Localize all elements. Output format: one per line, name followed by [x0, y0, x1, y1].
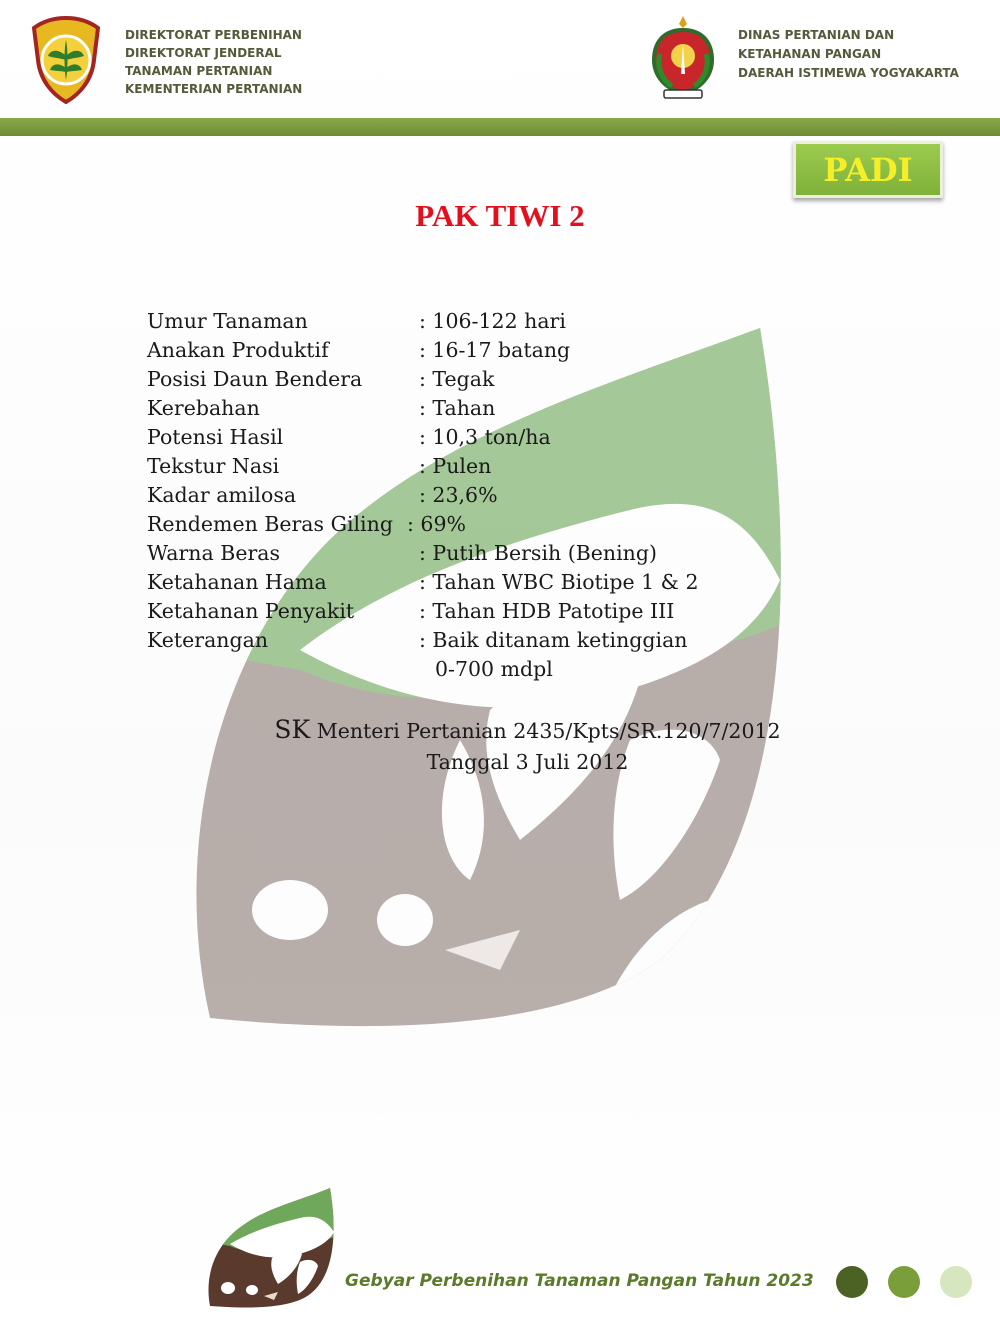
- spec-label: Kerebahan: [147, 396, 260, 420]
- decorative-dot-dark: [836, 1266, 868, 1298]
- spec-value: : 69%: [407, 512, 466, 536]
- spec-label: Kadar amilosa: [147, 483, 297, 507]
- footer-event-title: Gebyar Perbenihan Tanaman Pangan Tahun 2023: [345, 1271, 814, 1291]
- spec-value: : Baik ditanam ketinggian: [419, 628, 688, 652]
- page-title: PAK TIWI 2: [415, 198, 585, 233]
- spec-value: : Tegak: [419, 367, 495, 391]
- spec-value: : 106-122 hari: [419, 309, 566, 333]
- decree-number: Menteri Pertanian 2435/Kpts/SR.120/7/2012: [310, 719, 781, 743]
- spec-value: : Tahan WBC Biotipe 1 & 2: [419, 570, 699, 594]
- left-org-line: KEMENTERIAN PERTANIAN: [125, 82, 303, 96]
- left-org-line: DIREKTORAT PERBENIHAN: [125, 28, 302, 42]
- spec-label: Ketahanan Hama: [147, 570, 327, 594]
- left-organization: [125, 26, 302, 98]
- category-badge: PADI: [793, 141, 943, 198]
- spec-label: Tekstur Nasi: [147, 454, 280, 478]
- left-org-line: DIREKTORAT JENDERAL: [125, 46, 282, 60]
- spec-label: Keterangan: [147, 628, 269, 652]
- spec-label: Anakan Produktif: [147, 338, 329, 362]
- left-org-line: TANAMAN PERTANIAN: [125, 64, 273, 78]
- decorative-dot-medium: [888, 1266, 920, 1298]
- spec-label: Rendemen Beras Giling: [147, 512, 393, 536]
- right-org-line: DAERAH ISTIMEWA YOGYAKARTA: [738, 66, 959, 80]
- decree-line-1: [0, 714, 1000, 747]
- right-org-line: DINAS PERTANIAN DAN: [738, 28, 895, 42]
- decorative-dot-light: [940, 1266, 972, 1298]
- spec-label: Potensi Hasil: [147, 425, 284, 449]
- spec-value: : 10,3 ton/ha: [419, 425, 551, 449]
- decree-prefix: SK: [274, 715, 311, 744]
- decree-reference: [0, 714, 1000, 778]
- right-organization: [738, 26, 959, 83]
- spec-value: : Tahan HDB Patotipe III: [419, 599, 675, 623]
- spec-label: Posisi Daun Bendera: [147, 367, 363, 391]
- spec-label: Warna Beras: [147, 541, 280, 565]
- decree-date: Tanggal 3 Juli 2012: [426, 750, 629, 774]
- right-org-line: KETAHANAN PANGAN: [738, 47, 882, 61]
- spec-value: : Tahan: [419, 396, 496, 420]
- kementan-logo: [28, 16, 104, 104]
- spec-value: : 23,6%: [419, 483, 498, 507]
- spec-value-continuation: 0-700 mdpl: [435, 657, 553, 681]
- spec-value: : Putih Bersih (Bening): [419, 541, 658, 565]
- spec-value: : Pulen: [419, 454, 492, 478]
- spec-label: Umur Tanaman: [147, 309, 308, 333]
- footer-leaf-logo: [208, 1186, 336, 1310]
- header-divider: [0, 118, 1000, 136]
- spec-label: Ketahanan Penyakit: [147, 599, 355, 623]
- spec-value: : 16-17 batang: [419, 338, 571, 362]
- diy-emblem: [646, 14, 720, 102]
